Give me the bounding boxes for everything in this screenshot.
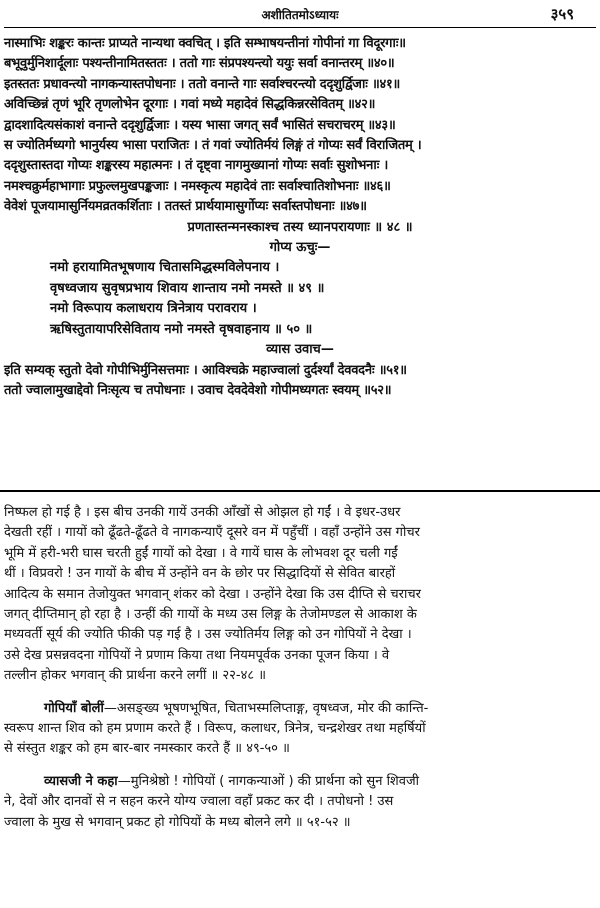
translation-line: मध्यवर्ती सूर्य की ज्योति फीकी पड़ गई है । उस ज्योतिर्मय लिङ्ग को उन गोपियों ने देखा । [4,627,412,643]
verse-line: नास्माभिः शङ्करः कान्तः प्राप्यते नान्यथा क्वचित् । इति सम्भाषयन्तीनां गोपीनां गा विदूरगाः॥ [4,36,406,51]
translation-paragraph [4,503,596,687]
translation-line: उसे देख प्रसन्नवदना गोपियों ने प्रणाम किया तथा नियमपूर्वक उनका पूजन किया । वे [4,647,390,663]
translation-paragraph [4,772,596,833]
translation-line: भूमि में हरी-भरी घास चरती हुईं गायों को देखा । वे गायें घास के लोभवश दूर चली गईं [4,545,398,561]
translation-line: ज्वाला के मुख से भगवान् प्रकट हो गोपियों के मध्य बोलने लगे ॥ ५१-५२ ॥ [4,814,351,830]
verse-line: इति सम्यक् स्तुतो देवो गोपीभिर्मुनिसत्तमाः । आविश्चक्रे महाज्वालां दुर्दर्श्यां देववदनैः ॥५१॥ [4,362,407,378]
speaker-heading: गोप्य ऊचुः— [269,240,331,256]
verse-line: ददृशुस्तास्तदा गोप्यः शङ्करस्य महात्मनः । तं दृष्ट्वा नागमुख्यानां गोप्यः सर्वाः सुशोभनाः । [4,158,389,174]
sanskrit-verses [4,34,596,401]
speaker-lead: व्यासजी ने कहा [44,773,118,789]
translation-line: से संस्तुत शङ्कर को हम बार-बार नमस्कार करते हैं ॥ ४९-५० ॥ [4,741,290,757]
translation-line: देखती रहीं । गायों को ढूँढते-ढूँढते वे नागकन्याएँ दूसरे वन में पहुँचीं । वहाँ उन्होंने उस गोचर [4,525,420,541]
translation-line: स्वरूप शान्त शिव को हम प्रणाम करते हैं । विरूप, कलाधर, त्रिनेत्र, चन्द्रशेखर तथा महर्षियों [4,721,426,737]
translation-line: थीं । विप्रवरो ! उन गायों के बीच में उन्होंने वन के छोर पर सिद्धादियों से सेवित बारहों [4,566,396,582]
section-divider [0,490,600,492]
verse-line: इतस्ततः प्रधावन्त्यो नागकन्यास्तपोधनाः । ततो वनान्ते गाः सर्वाश्चरन्त्यो ददृशुर्द्विजाः ॥४१॥ [4,76,401,92]
header-rule [4,27,596,28]
verse-line: अविच्छिन्नं तृणं भूरि तृणलोभेन दूरगाः । गवां मध्ये महादेवं सिद्धकिन्नरसेवितम् ॥४२॥ [4,97,376,113]
translation-text: —असङ्ख्य भूषणभूषित, चिताभस्मलिप्ताङ्ग, वृषध्वज, मोर की कान्ति- [103,700,429,716]
speaker-heading: व्यास उवाच— [266,342,334,358]
verse-line: वेवेशं पूजयामासुर्नियमव्रतकर्शिताः । ततस्तं प्रार्थयामासुर्गोप्यः सर्वास्तपोधनाः ॥४७॥ [4,199,367,215]
verse-line: प्रणतास्तन्मनस्काश्च तस्य ध्यानपरायणाः ॥ ४८ ॥ [187,219,413,235]
translation-line: आदित्य के समान तेजोयुक्त भगवान् शंकर को देखा । उन्होंने देखा कि उस दीप्ति से चराचर [4,586,421,602]
speaker-lead: गोपियाँ बोलीं [44,700,104,716]
verse-line: स ज्योतिर्मध्यगो भानुर्यस्य भासा पराजितः । तं गवां ज्योतिर्मयं लिङ्गं तं गोप्यः सर्वं विराजितम् । [4,138,422,154]
translation-line [4,699,596,719]
translation-line: जगत् दीप्तिमान् हो रहा है । उन्हीं की गायों के मध्य उस लिङ्ग के तेजोमण्डल से आकाश के [4,607,417,623]
translation-line [4,772,596,792]
translation-line: तल्लीन होकर भगवान् की प्रार्थना करने लगीं ॥ २२-४८ ॥ [4,668,267,684]
translation-line: निष्फल हो गई है । इस बीच उनकी गायें उनकी आँखों से ओझल हो गईं । वे इधर-उधर [4,505,401,520]
page-number: ३५९ [550,5,574,23]
hymn-line: नमो विरूपाय कलाधराय त्रिनेत्राय परावराय । [50,301,257,317]
translation-paragraph [4,699,596,760]
translation-line: ने, देवों और दानवों से न सहन करने योग्य ज्वाला वहाँ प्रकट कर दी । तपोधनो ! उस [4,794,394,810]
hymn-line: ऋषिस्तुतायापरिसेविताय नमो नमस्ते वृषवाहनाय ॥ ५० ॥ [50,321,313,337]
verse-line: नमश्चक्रुर्महाभागाः प्रफुल्लमुखपङ्कजाः । नमस्कृत्य महादेवं ताः सर्वाश्चातिशोभनाः ॥४६॥ [4,178,391,194]
verse-line: द्वादशादित्यसंकाशं वनान्ते ददृशुर्द्विजाः । यस्य भासा जगत् सर्वं भासितं सचराचरम् ॥४३॥ [4,117,396,133]
verse-line: ततो ज्वालामुखाद्देवो निःसृत्य च तपोधनाः । उवाच देवदेवेशो गोपीमध्यगतः स्वयम् ॥५२॥ [4,382,392,398]
running-title: अशीतितमोऽध्यायः [261,8,339,22]
hymn-line: नमो हरायामितभूषणाय चितासमिद्धस्मविलेपनाय । [50,260,280,276]
translation-text: —मुनिश्रेष्ठो ! गोपियों ( नागकन्याओं ) की प्रार्थना को सुन शिवजी [117,773,420,789]
hymn-line: वृषध्वजाय सुवृषप्रभाय शिवाय शान्ताय नमो नमस्ते ॥ ४९ ॥ [50,280,325,296]
verse-line: बभूवुर्मुनिशार्दूलाः पश्यन्तीनामितस्ततः । ततो गाः संप्रपश्यन्त्यो ययुः सर्वा वनान्तरम् ॥४०॥ [4,56,395,72]
hindi-translation [4,503,596,845]
page-header [0,4,600,26]
